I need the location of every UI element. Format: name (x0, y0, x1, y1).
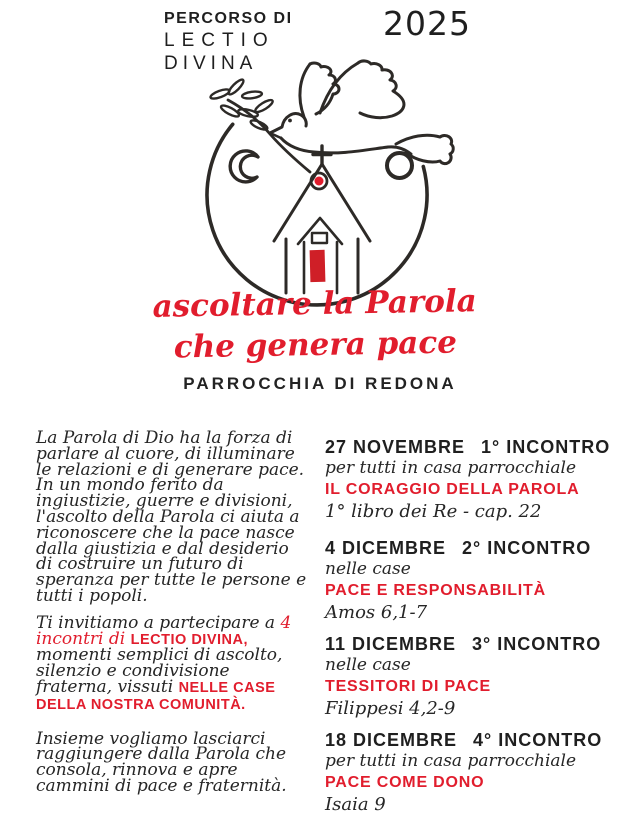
meeting-4-date-line (325, 729, 621, 751)
meeting-3 (325, 633, 621, 720)
intro-paragraph-2: In un mondo ferito da ingiustizie, guerre e divisioni, l'ascolto della Parola ci aiuta a riconoscere che la pace nasce dalla giustizia e dal desiderio di costruire un futuro di speranza per tutte le persone e tutti i popoli. (36, 475, 307, 606)
meeting-2-date: 4 DICEMBRE (325, 538, 447, 558)
meeting-1-theme: IL CORAGGIO DELLA PAROLA (325, 481, 580, 498)
sun-icon (387, 153, 412, 178)
cross-icon (313, 146, 331, 165)
meeting-1-number: 1° INCONTRO (481, 437, 611, 457)
meeting-1-date: 27 NOVEMBRE (325, 437, 466, 457)
meeting-4-location: per tutti in casa parrocchiale (325, 751, 577, 771)
invite-part-2-red: 4 incontri di (36, 612, 292, 649)
meeting-1-reading: 1° libro dei Re - cap. 22 (325, 501, 542, 522)
main-title-line-1: ascoltare la Parola (152, 283, 478, 325)
main-title-line-2: che genera pace (173, 324, 458, 366)
main-title (139, 281, 490, 369)
meeting-4-number: 4° INCONTRO (473, 730, 603, 750)
invite-part-5-red-caps: NELLE CASE DELLA NOSTRA COMUNITÀ. (36, 679, 276, 713)
meeting-3-number: 3° INCONTRO (472, 634, 602, 654)
invite-part-4: momenti semplici di ascolto, silenzio e condivisione fraterna, vissuti (36, 645, 283, 697)
meeting-3-theme: TESSITORI DI PACE (325, 678, 491, 695)
meeting-4-reading: Isaia 9 (325, 794, 386, 815)
crescent-moon-icon (230, 151, 258, 182)
meeting-4-date: 18 DICEMBRE (325, 730, 458, 750)
meeting-1-date-line (325, 436, 621, 458)
intro-paragraph-4: Insieme vogliamo lasciarci raggiungere dalla Parola che consola, rinnova e apre cammini di pace e fraternità. (36, 728, 287, 796)
meeting-3-date: 11 DICEMBRE (325, 634, 457, 654)
church-icon (274, 146, 370, 293)
intro-paragraph-1: La Parola di Dio ha la forza di parlare al cuore, di illuminare le relazioni e di generare pace. (36, 428, 305, 480)
meeting-1-location: per tutti in casa parrocchiale (325, 458, 577, 478)
meeting-3-date-line (325, 633, 621, 655)
invite-part-3-red-caps: LECTIO DIVINA, (130, 631, 248, 648)
meeting-2-reading: Amos 6,1-7 (325, 602, 428, 623)
year-label: 2025 (383, 4, 471, 43)
program-line-3: DIVINA (164, 53, 258, 74)
meeting-3-location: nelle case (325, 655, 411, 675)
meeting-schedule (325, 436, 621, 825)
intro-invite-paragraph (36, 612, 310, 714)
meeting-2-number: 2° INCONTRO (462, 538, 592, 558)
meeting-4 (325, 729, 621, 816)
meeting-2-theme: PACE E RESPONSABILITÀ (325, 582, 546, 599)
meeting-1 (325, 436, 621, 523)
olive-branch-icon (210, 78, 310, 172)
intro-text (36, 428, 310, 796)
red-door (310, 250, 326, 282)
meeting-2 (325, 537, 621, 624)
program-line-2: LECTIO (164, 30, 275, 51)
meeting-3-reading: Filippesi 4,2-9 (325, 698, 456, 719)
meeting-4-theme: PACE COME DONO (325, 774, 485, 791)
meeting-2-date-line (325, 537, 621, 559)
dove-icon (270, 61, 453, 164)
parish-name: PARROCCHIA DI REDONA (183, 374, 457, 393)
invite-part-1: Ti invitiamo a partecipare a (36, 612, 281, 633)
program-line-1: PERCORSO DI (164, 10, 293, 27)
meeting-2-location: nelle case (325, 559, 411, 579)
